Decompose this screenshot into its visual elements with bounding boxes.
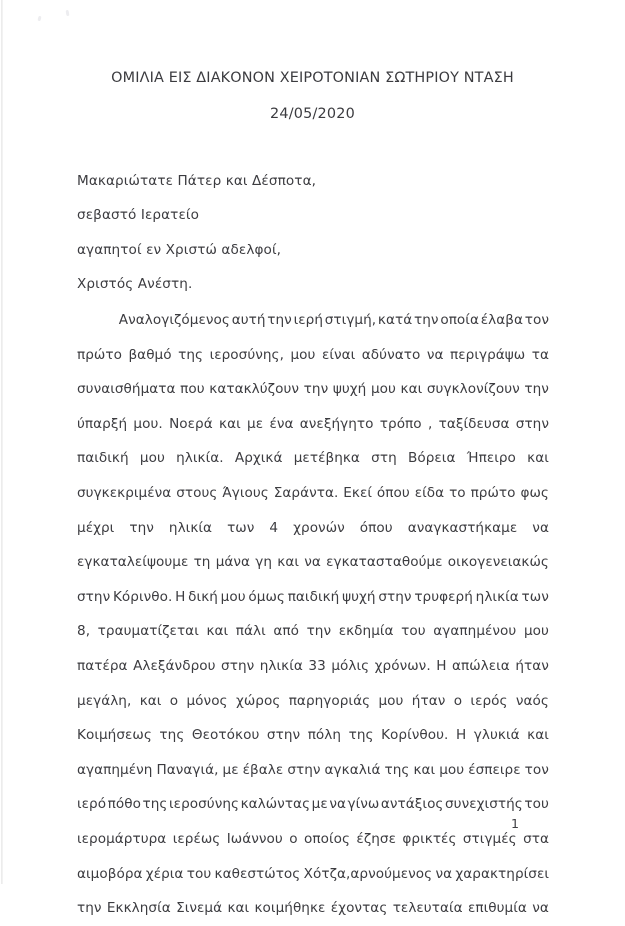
body-word: ηλικία (475, 588, 519, 605)
page-number: 1 (510, 816, 519, 831)
body-word: μέχρι (77, 519, 115, 536)
body-word: στην (221, 657, 255, 674)
body-word: να (329, 796, 346, 813)
body-word: συγκεκριμένα (77, 484, 172, 501)
body-word: τραυματίζεται (97, 623, 199, 640)
body-line (77, 545, 549, 580)
body-word: συγκλονίζουν (426, 381, 520, 398)
body-word: Ήπειρο (466, 450, 516, 467)
body-word: της (348, 727, 374, 744)
body-word: αναγκαστήκαμε (407, 519, 518, 536)
body-line (77, 753, 549, 788)
body-word: την (524, 381, 549, 398)
body-word: έβαλε (242, 761, 284, 778)
body-word: πόλη (307, 727, 342, 744)
body-word: μου (370, 381, 396, 398)
body-word: έζησε (356, 830, 396, 847)
body-word: στην (378, 588, 412, 605)
body-word: και (139, 692, 162, 709)
body-word: Αλεξάνδρου (133, 657, 216, 674)
body-word: στην (515, 415, 549, 432)
body-word: παιδική (77, 450, 129, 467)
body-word: μου (290, 346, 316, 363)
body-word: αγκαλιά (324, 761, 381, 778)
body-line (77, 511, 549, 546)
body-word: καθεστώτος (214, 865, 301, 882)
body-word: και (277, 554, 300, 571)
scan-edge-artifact (1, 0, 3, 884)
body-word: αντάξιος (380, 796, 444, 813)
body-word: και (400, 381, 423, 398)
body-word: οποία (440, 312, 479, 328)
body-word: χέρια (145, 865, 184, 882)
body-word: ιερή (293, 312, 323, 328)
body-word: με (311, 796, 328, 813)
body-word: Η (175, 588, 186, 605)
body-line (77, 476, 549, 511)
body-word: επιθυμία (467, 900, 527, 917)
body-word: γη (255, 554, 273, 571)
body-line (77, 649, 549, 684)
body-word: Κόρινθο. (112, 588, 173, 605)
body-word: να (532, 519, 549, 536)
body-word: μου (439, 761, 465, 778)
body-word: ο (169, 692, 179, 709)
body-word: έλαβα (480, 312, 523, 328)
body-word: Νοερά (169, 415, 213, 432)
body-word: ιεροσύνης, (209, 346, 284, 363)
document-title: ΟΜΙΛΙΑ ΕΙΣ ΔΙΑΚΟΝΟΝ ΧΕΙΡΟΤΟΝΙΑΝ ΣΩΤΗΡΙΟΥ ΝΤΑΣΗ (111, 70, 514, 86)
body-word: στην (77, 588, 111, 605)
body-word: την (306, 623, 332, 640)
body-word: εκδημία (338, 623, 394, 640)
body-word: Κορίνθου. (381, 727, 449, 744)
body-word: πόθο (107, 796, 141, 813)
body-word: Σινεμά (176, 900, 223, 917)
body-word: τελευταία (392, 900, 463, 917)
body-word: τη (193, 554, 211, 571)
body-word: δική (188, 588, 218, 605)
body-word: βαθμό (128, 346, 172, 363)
body-word: ηλικία (259, 657, 303, 674)
body-word: , (427, 415, 433, 432)
body-line (77, 822, 549, 857)
body-word: γίνω (347, 796, 380, 813)
body-word: να (304, 554, 321, 571)
body-word: τον (524, 761, 549, 778)
body-word: ναός (515, 692, 549, 709)
body-word: και (527, 727, 549, 744)
body-word: αδύνατο (361, 346, 421, 363)
body-word: κοιμήθηκε (254, 900, 326, 917)
body-word: και (219, 415, 241, 432)
body-word: που (180, 381, 205, 398)
salutation-block (77, 164, 549, 302)
body-word: μου (220, 588, 246, 605)
body-word: συνεχιστής (445, 796, 523, 813)
body-word: μου (523, 623, 549, 640)
body-word: ήταν (411, 692, 446, 709)
body-word: Η (436, 657, 447, 674)
body-line (77, 891, 549, 926)
body-line (77, 580, 549, 615)
body-word: της (384, 761, 410, 778)
body-word: όπου (359, 519, 393, 536)
body-word: και (206, 623, 229, 640)
body-word: του (186, 865, 212, 882)
body-word: στην (266, 727, 301, 744)
body-word: τρόπο (379, 415, 422, 432)
body-word: την (267, 312, 292, 328)
body-word: ιερός (470, 692, 508, 709)
body-word: των (521, 588, 549, 605)
body-word: Κοιμήσεως (77, 727, 152, 744)
body-word: τον (524, 312, 549, 328)
body-word: μου (378, 692, 404, 709)
body-word: είδα (414, 484, 445, 501)
body-word: μάνα (215, 554, 251, 571)
document-date: 24/05/2020 (270, 106, 355, 122)
body-word: Χότζα,αρνούμενος (303, 865, 433, 882)
body-line (77, 684, 549, 719)
body-word: πατέρα (77, 657, 128, 674)
body-word: καλώντας (240, 796, 311, 813)
body-word: των (227, 519, 255, 536)
body-line (77, 614, 549, 649)
body-word: μεγάλη, (77, 692, 132, 709)
salutation-line: Χριστός Ανέστη. (77, 276, 193, 293)
body-word: ιερέως (172, 830, 221, 847)
body-word: οικογενειακώς (447, 554, 549, 571)
body-word: και (527, 450, 549, 467)
body-word: ψυχή (332, 381, 367, 398)
body-word: πρώτο (470, 484, 516, 501)
body-word: την (129, 519, 154, 536)
body-word: με (222, 761, 239, 778)
body-word: Παναγιά, (156, 761, 219, 778)
body-word: περιγράψω (450, 346, 526, 363)
body-word: ανεξήγητο (299, 415, 374, 432)
body-word: όπου (376, 484, 410, 501)
body-line (77, 372, 549, 407)
body-word: Θεοτόκου (191, 727, 260, 744)
body-word: της (159, 727, 185, 744)
body-word: πρώτο (77, 346, 122, 363)
body-word: φως (520, 484, 549, 501)
body-word: μόλις (331, 657, 370, 674)
body-word: χρόνων. (374, 657, 431, 674)
body-word: παρηγοριάς (288, 692, 371, 709)
body-word: Εκκλησία (106, 900, 171, 917)
body-word: ιεροσύνης (169, 796, 240, 813)
body-word: ταξίδευσα (438, 415, 510, 432)
body-word: και (227, 900, 250, 917)
body-word: της (178, 346, 204, 363)
body-word: απώλεια (451, 657, 510, 674)
body-word: πάλι (235, 623, 266, 640)
body-word: στους (176, 484, 218, 501)
body-line (77, 303, 549, 338)
body-line (77, 718, 549, 753)
body-line (77, 338, 549, 373)
body-word: Αρχικά (234, 450, 283, 467)
salutation-line: σεβαστό Ιερατείο (77, 207, 200, 224)
body-word: στιγμή, (324, 312, 377, 328)
body-word: ψυχή (342, 588, 376, 605)
body-word: Ιωάννου (226, 830, 283, 847)
body-word: φρικτές (402, 830, 457, 847)
body-word: κατακλύζουν (209, 381, 300, 398)
body-word: συναισθήματα (77, 381, 176, 398)
body-word: ένα (269, 415, 294, 432)
body-word: ιερό (77, 796, 107, 813)
body-line (77, 857, 549, 892)
body-word: ο (289, 830, 298, 847)
body-word: μετέβηκα (293, 450, 360, 467)
body-line (77, 787, 549, 822)
body-word: από (273, 623, 299, 640)
body-word: αγαπημένη (77, 761, 153, 778)
paragraph-indent (77, 303, 117, 338)
body-word: ύπαρξή (77, 415, 128, 432)
body-text-block (77, 303, 549, 926)
body-word: ηλικία (168, 519, 213, 536)
body-word: στην (287, 761, 321, 778)
body-word: μου (139, 450, 165, 467)
body-word: παιδική (287, 588, 340, 605)
body-word: ο (453, 692, 463, 709)
body-word: κατά (377, 312, 413, 328)
body-word: ηλικία. (176, 450, 224, 467)
body-word: την (303, 381, 329, 398)
salutation-line: Μακαριώτατε Πάτερ και Δέσποτα, (77, 173, 317, 189)
body-word: στα (523, 830, 549, 847)
scan-speck-artifact (66, 10, 70, 16)
body-word: είναι (321, 346, 356, 363)
salutation-line: αγαπητοί εν Χριστώ αδελφοί, (77, 241, 282, 258)
body-word: αυτή (231, 312, 266, 328)
body-word: τρυφερή (414, 588, 473, 605)
body-word: με (247, 415, 264, 432)
body-word: το (449, 484, 466, 501)
body-word: του (524, 796, 549, 813)
body-word: στη (371, 450, 397, 467)
body-word: να (426, 346, 444, 363)
body-word: την (77, 900, 102, 917)
body-word: όμως (248, 588, 285, 605)
body-word: του (401, 623, 426, 640)
body-word: τα (531, 346, 549, 363)
body-word: της (142, 796, 168, 813)
body-word: αιμοβόρα (77, 865, 143, 882)
body-word: έχοντας (330, 900, 388, 917)
body-word: μόνος (186, 692, 228, 709)
body-word: χαρακτηρίσει (455, 865, 549, 882)
body-word: χρονών (293, 519, 345, 536)
body-word: ιερομάρτυρα (77, 830, 167, 847)
body-word: να (532, 900, 549, 917)
body-word: ήταν (515, 657, 549, 674)
body-word: και (413, 761, 436, 778)
body-word: Η (455, 727, 467, 744)
body-word: Βόρεια (407, 450, 456, 467)
body-word: εγκαταλείψουμε (77, 554, 189, 571)
body-line (77, 441, 549, 476)
scan-speck-artifact (37, 16, 41, 22)
body-word: χώρος (235, 692, 281, 709)
body-word: 33 (308, 657, 326, 674)
body-word: εγκατασταθούμε (326, 554, 443, 571)
body-word: στιγμές (462, 830, 517, 847)
body-word: αγαπημένου (433, 623, 517, 640)
body-word: 4 (269, 519, 279, 536)
body-word: να (435, 865, 453, 882)
body-word: γλυκιά (473, 727, 520, 744)
body-word: Εκεί (343, 484, 373, 501)
body-word: Αναλογιζόμενος (118, 312, 230, 328)
body-line (77, 407, 549, 442)
body-word: την (414, 312, 439, 328)
body-word: 8, (77, 623, 91, 640)
body-word: οποίος (304, 830, 351, 847)
body-word: μου. (133, 415, 163, 432)
body-word: έσπειρε (468, 761, 521, 778)
body-word: Άγιους (222, 484, 269, 501)
body-word: Σαράντα. (273, 484, 339, 501)
